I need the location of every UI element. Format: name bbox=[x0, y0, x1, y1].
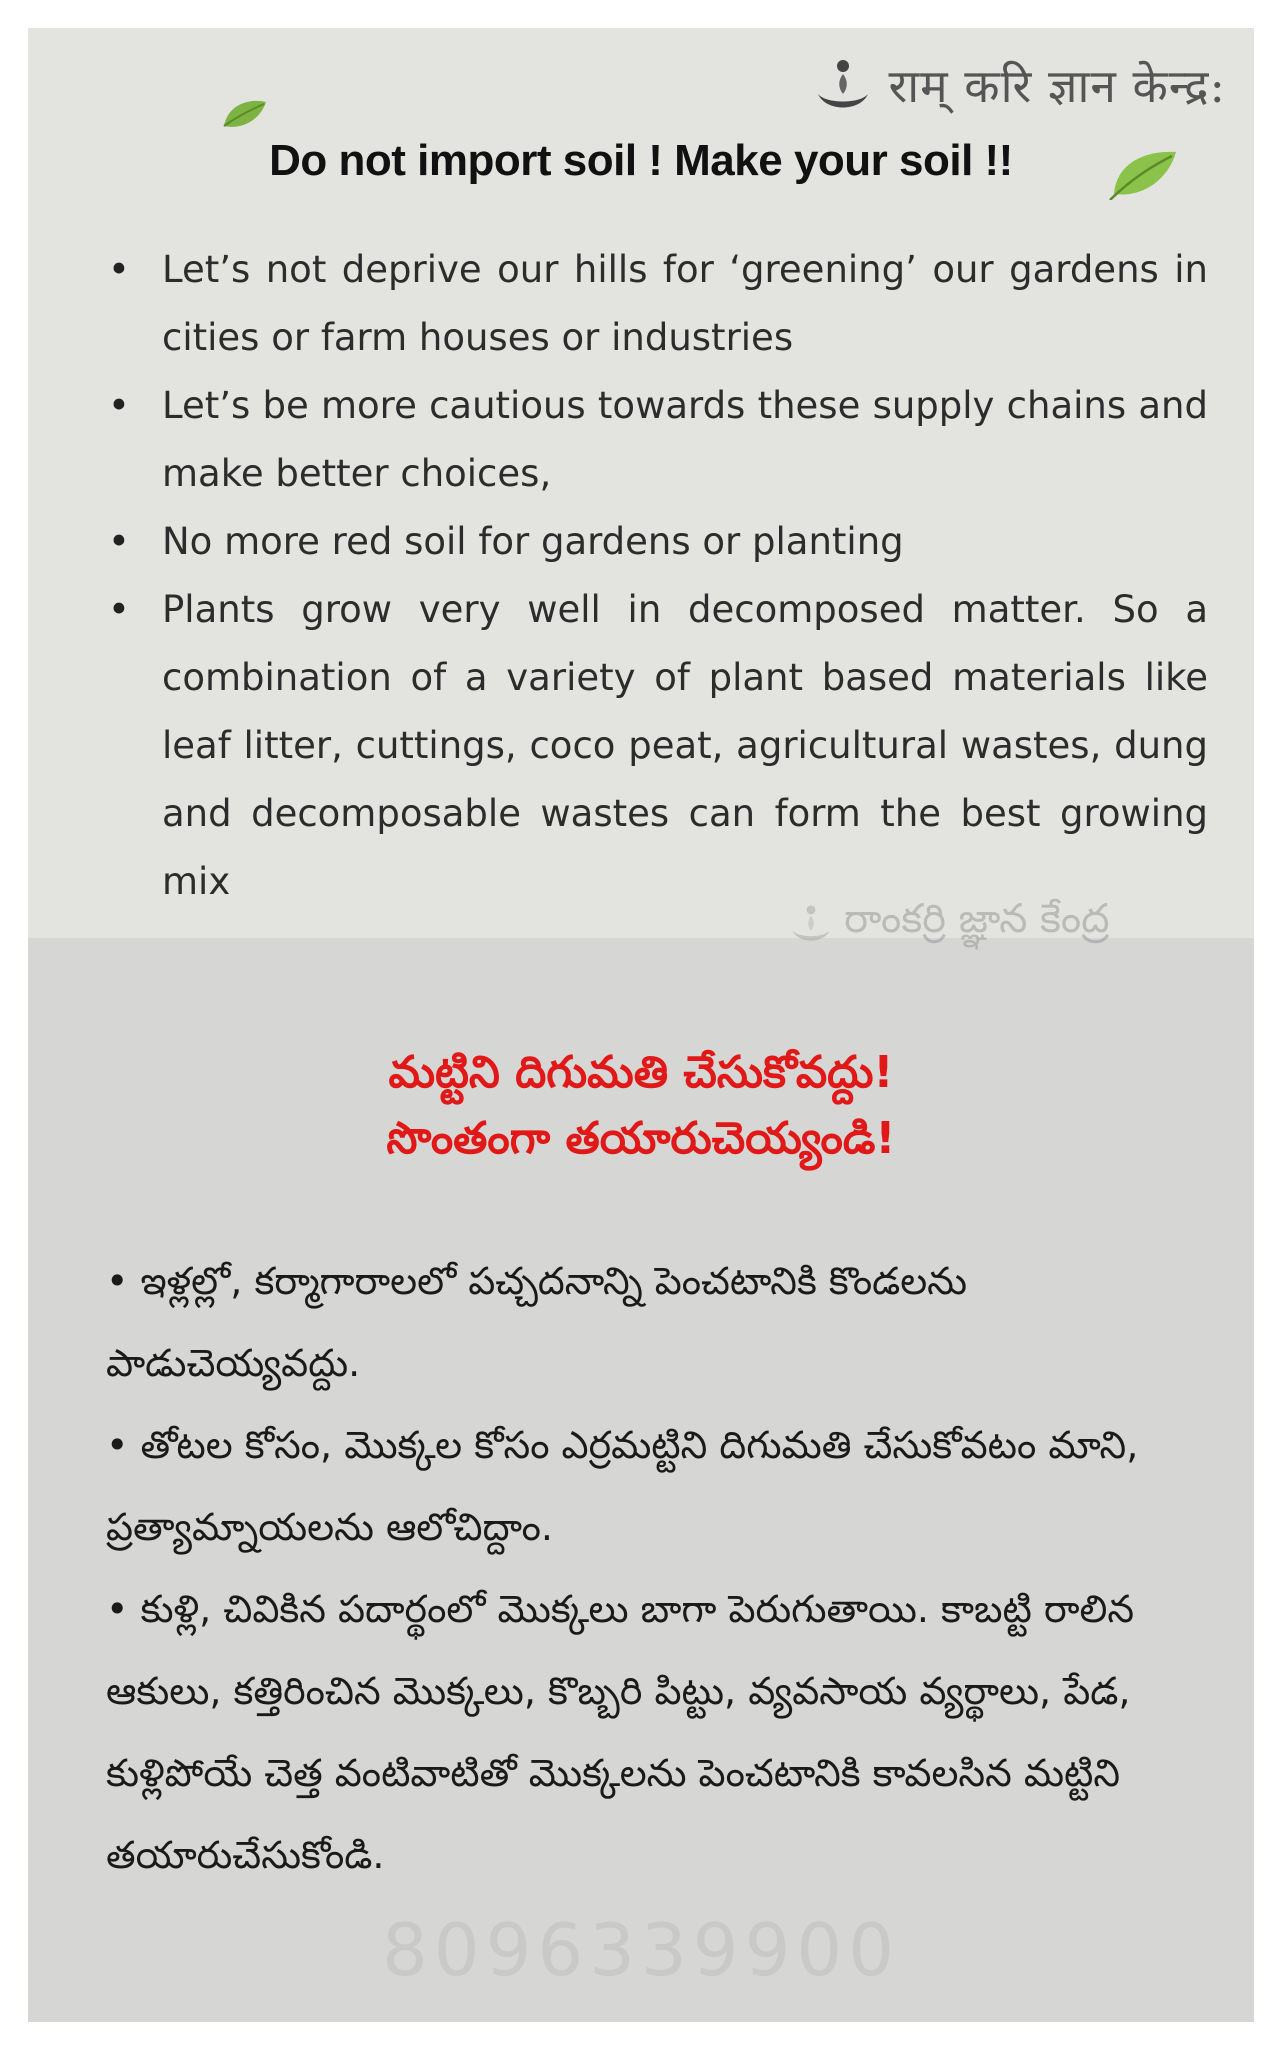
page-title: Do not import soil ! Make your soil !! bbox=[269, 136, 1013, 185]
brand-logo bbox=[812, 54, 1226, 116]
list-item: • Let’s not deprive our hills for ‘greening’ our gardens in cities or farm houses or industries bbox=[108, 236, 1208, 372]
list-item: • Let’s be more cautious towards these supply chains and make better choices, bbox=[108, 372, 1208, 508]
list-item: • కుళ్లి, చివికిన పదార్థంలో మొక్కలు బాగా పెరుగుతాయి. కాబట్టి రాలిన ఆకులు, కత్తిరించిన మొక్కలు, కొబ్బరి పిట్టు, వ్యవసాయ వ్యర్థాలు, పేడ, కుళ్లిపోయే చెత్త వంటివాటితో మొక్కలను పెంచటానికి కావలసిన మట్టిని తయారుచేసుకోండి. bbox=[106, 1587, 1135, 1877]
logo-text: राम् करि ज्ञान केन्द्र: bbox=[888, 59, 1226, 113]
list-item: • ఇళ్లల్లో, కర్మాగారాలలో పచ్చదనాన్ని పెంచటానికి కొండలను పాడుచెయ్యవద్దు. bbox=[106, 1259, 967, 1385]
poster-card bbox=[28, 28, 1254, 2022]
telugu-points bbox=[106, 1240, 1196, 1896]
english-points-list bbox=[108, 236, 1208, 916]
phone-watermark: 8096339900 bbox=[381, 1908, 901, 1992]
telugu-watermark bbox=[788, 896, 1109, 952]
telugu-heading bbox=[28, 1040, 1254, 1172]
meditation-figure-icon bbox=[812, 54, 874, 116]
list-item: • తోటల కోసం, మొక్కల కోసం ఎర్రమట్టిని దిగుమతి చేసుకోవటం మాని, ప్రత్యామ్నాయలను ఆలోచిద్దాం. bbox=[106, 1423, 1139, 1549]
leaf-icon bbox=[220, 98, 270, 132]
list-item: • No more red soil for gardens or planting bbox=[108, 508, 1208, 576]
telugu-watermark-text: రాంకర్రి జ్ఞాన కేంద్ర bbox=[844, 896, 1110, 942]
meditation-figure-icon bbox=[788, 898, 834, 950]
telugu-heading-line-1: మట్టిని దిగుమతి చేసుకోవద్దు! bbox=[388, 1047, 894, 1098]
telugu-heading-line-2: సొంతంగా తయారుచెయ్యండి! bbox=[386, 1113, 896, 1164]
list-item: • Plants grow very well in decomposed matter. So a combination of a variety of plant based materials like leaf litter, cuttings, coco peat, agricultural wastes, dung and decomposable wastes can form the best growing mix bbox=[108, 576, 1208, 916]
